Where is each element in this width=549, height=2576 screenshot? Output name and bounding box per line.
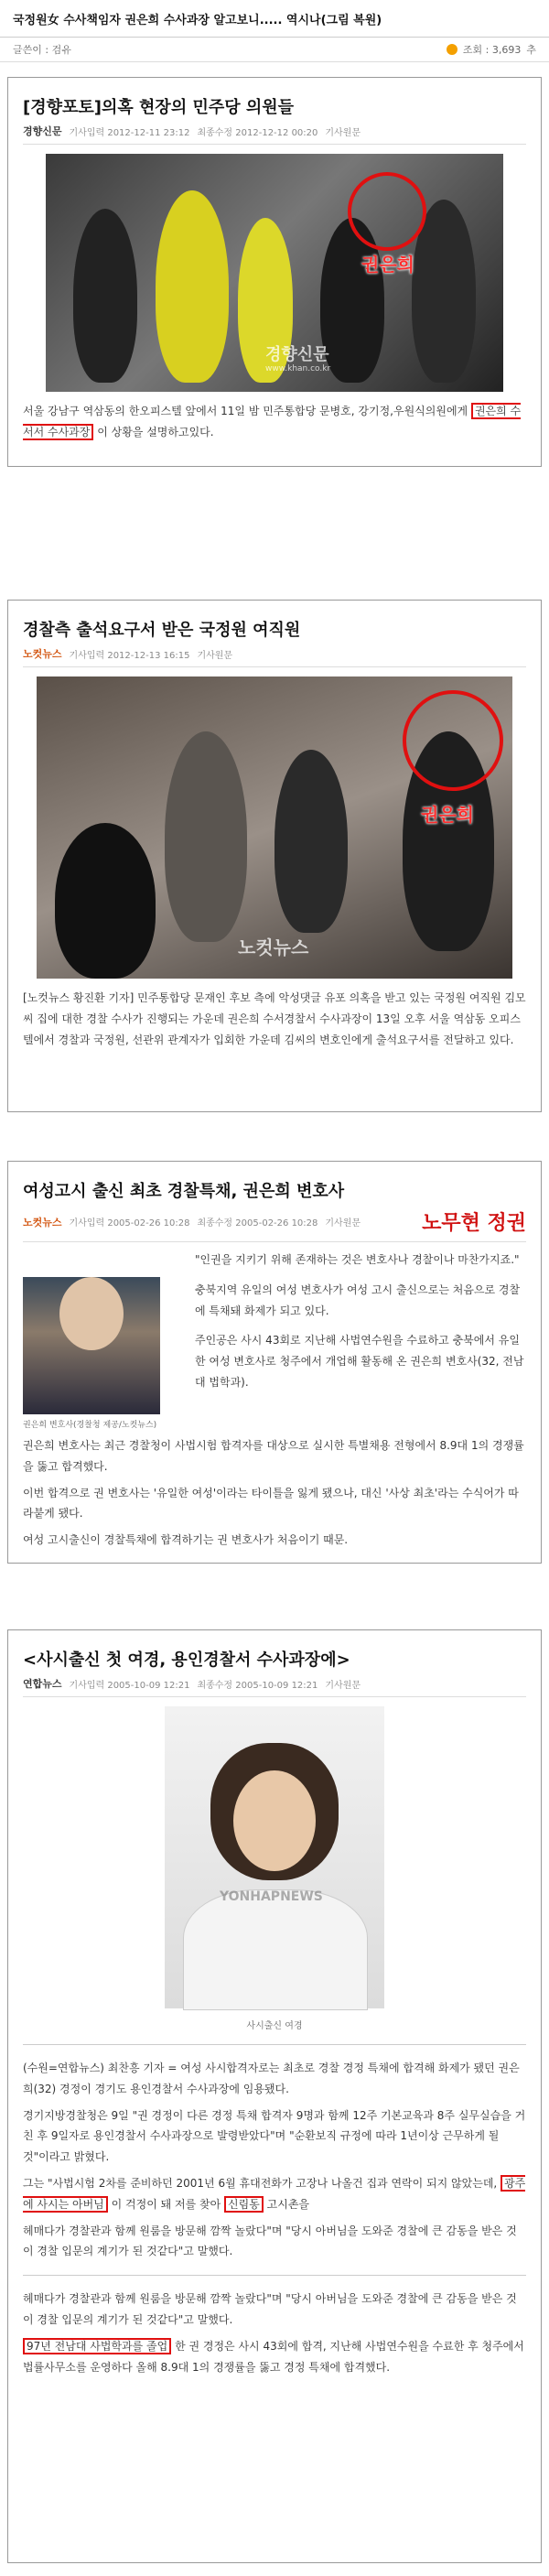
photo-watermark: 노컷뉴스	[238, 936, 309, 958]
article-4-source: 연합뉴스	[23, 1678, 62, 1690]
article-3-updated: 최종수정 2005-02-26 10:28	[197, 1218, 318, 1228]
portrait-caption: 권은희 변호사(경찰청 제공/노컷뉴스)	[23, 1421, 157, 1430]
article-card-4	[7, 1629, 542, 2563]
article-1-date: 기사입력 2012-12-11 23:12	[69, 127, 190, 138]
article-3-headline: 여성고시 출신 최초 경찰특채, 권은희 변호사	[23, 1182, 345, 1201]
p3-highlight-father: 광주에 사시는 아버님	[23, 2176, 526, 2211]
article-3-original-link[interactable]: 기사원문	[325, 1218, 361, 1228]
p3-highlight-sillim: 신림동	[224, 2196, 264, 2213]
article-4-p4-repeat: 헤매다가 경찰관과 함께 원룸을 방문해 깜짝 놀랐다"며 "당시 아버님을 도와준 경찰에 큰 감동을 받은 것이 경찰 입문의 계기가 된 것같다"고 말했다.	[23, 2292, 517, 2326]
photo-name-label: 권은희	[421, 804, 474, 826]
divider	[23, 2044, 526, 2045]
portrait-block	[23, 1250, 178, 1430]
article-4-photo	[165, 1706, 384, 2008]
p5-text: 한 권 경정은 사시 43회에 합격, 지난해 사법연수원을 수료한 후 청주에서 법률사무소를 운영하다 올해 8.9대 1의 경쟁률을 뚫고 경정 특채에 합격했다.	[23, 2339, 524, 2374]
article-3-p4: 이번 합격으로 권 변호사는 '유일한 여성'이라는 타이틀을 잃게 됐으나, 대신 '사상 최초'라는 수식어가 따라붙게 됐다.	[23, 1486, 519, 1521]
photo-watermark-url: www.khan.co.kr	[265, 364, 331, 373]
caption-text: 서울 강남구 역삼동의 한오피스텔 앞에서 11일 밤 민주통합당 문병호, 강기정,우원식의원에게	[23, 405, 468, 417]
article-1-photo	[46, 154, 503, 392]
photo-figure	[156, 190, 229, 383]
photo-figure	[274, 750, 348, 933]
article-3-date: 기사입력 2005-02-26 10:28	[69, 1218, 190, 1228]
portrait-photo	[23, 1277, 160, 1414]
photo-name-label: 권은희	[361, 254, 414, 276]
article-3-p5: 여성 고시출신이 경찰특채에 합격하기는 권 변호사가 처음이기 때문.	[23, 1533, 349, 1547]
article-4-headline: <사시출신 첫 여경, 용인경찰서 수사과장에>	[23, 1651, 350, 1670]
article-card-2	[7, 600, 542, 1112]
photo-watermark: YONHAPNEWS	[220, 1889, 323, 1904]
article-2-headline: 경찰측 출석요구서 받은 국정원 여직원	[23, 621, 301, 640]
article-4-source-line	[23, 1676, 526, 1697]
article-3-p3: 권은희 변호사는 최근 경찰청이 사법시험 합격자를 대상으로 실시한 특별채용 전형에서 8.9대 1의 경쟁률을 뚫고 합격했다.	[23, 1439, 524, 1473]
divider	[23, 2275, 526, 2276]
post-title: 국정원女 수사책임자 권은희 수사과장 알고보니..... 역시나(그림 복원)	[13, 13, 382, 27]
overlay-annotation: 노무현 정권	[422, 1212, 526, 1235]
article-2-photo	[37, 676, 512, 979]
photo-face	[233, 1770, 316, 1871]
post-author: 글쓴이 : 검유	[13, 44, 71, 56]
article-1-source: 경향신문	[23, 125, 62, 137]
photo-figure	[165, 731, 247, 942]
photo-watermark: 경향신문	[265, 345, 329, 364]
view-count: 조회 : 3,693	[462, 44, 522, 56]
article-3-source: 노컷뉴스	[23, 1216, 62, 1228]
article-1-source-line	[23, 124, 526, 145]
article-3-p2: 주인공은 사시 43회로 지난해 사법연수원을 수료하고 충북에서 유일한 여성 변호사로 청주에서 개업해 활동해 온 권은희 변호사(32, 전남대 법학과).	[195, 1334, 524, 1389]
article-2-source: 노컷뉴스	[23, 648, 62, 660]
article-2-body: [노컷뉴스 황진환 기자] 민주통합당 문재인 후보 측에 악성댓글 유포 의혹을 받고 있는 국정원 여직원 김모씨 집에 대한 경찰 수사가 진행되는 가운데 권은희 수서경찰서 수사과장이 13일 오후 서울 역삼동 오피스텔에서 경찰과 국정원, 선관위 관계자가 입회한 가운데 김씨의 변호인에게 출석요구서를 전달하고 있다.	[23, 991, 526, 1046]
p3-text: 고시촌을	[266, 2197, 310, 2211]
photo-figure	[55, 823, 156, 979]
p5-highlight-school: 97년 전남대 사법학과를 졸업	[23, 2338, 171, 2354]
article-4-date: 기사입력 2005-10-09 12:21	[69, 1680, 190, 1691]
article-2-original-link[interactable]: 기사원문	[197, 650, 233, 661]
article-3-intro	[195, 1250, 526, 1430]
article-4-p2: 경기지방경찰청은 9일 "권 경정이 다른 경정 특채 합격자 9명과 함께 12주 기본교육과 8주 실무실습을 거친 후 9일자로 용인경찰서 수사과장으로 발령받았다"며 "순환보직 규정에 따라 1년이상 근무하게 될 것"이라고 밝혔다.	[23, 2108, 526, 2164]
photo-body	[183, 1889, 368, 2010]
post-stats	[447, 42, 536, 57]
article-card-1	[7, 77, 542, 467]
article-1-updated: 최종수정 2012-12-12 00:20	[197, 127, 318, 138]
article-3-lead	[23, 1250, 526, 1430]
article-4-photo-caption: 사시출신 여경	[246, 2021, 303, 2031]
views-icon	[447, 44, 458, 55]
article-1-original-link[interactable]: 기사원문	[325, 127, 361, 138]
portrait-face	[59, 1277, 124, 1350]
article-4-original-link[interactable]: 기사원문	[325, 1680, 361, 1691]
recommend-label[interactable]: 추	[526, 44, 536, 56]
article-2-date: 기사입력 2012-12-13 16:15	[69, 650, 190, 661]
article-4-p1: (수원=연합뉴스) 최찬흥 기자 = 여성 사시합격자로는 최초로 경찰 경정 특채에 합격해 화제가 됐던 권은희(32) 경정이 경기도 용인경찰서 수사과장에 임용됐다.	[23, 2062, 520, 2095]
article-1-caption	[23, 401, 526, 443]
caption-highlight: 권은희 수서서 수사과장	[23, 405, 522, 438]
p3-text: 이 걱정이 돼 저를 찾아	[111, 2197, 221, 2211]
article-4-p3	[23, 2173, 526, 2215]
article-4-p5	[23, 2336, 526, 2378]
article-4-updated: 최종수정 2005-10-09 12:21	[197, 1680, 318, 1691]
article-card-3	[7, 1161, 542, 1564]
post-meta-bar	[0, 38, 549, 62]
highlight-circle	[403, 690, 503, 791]
article-3-source-line	[23, 1207, 526, 1242]
article-3-p1: 충북지역 유일의 여성 변호사가 여성 고시 출신으로는 처음으로 경찰에 특채돼 화제가 되고 있다.	[195, 1283, 521, 1317]
article-3-quote: "인권을 지키기 위해 존재하는 것은 변호사나 경찰이나 마찬가지죠."	[195, 1253, 520, 1266]
post-title-bar	[0, 0, 549, 38]
article-1-headline: [경향포토]의혹 현장의 민주당 의원들	[23, 98, 295, 117]
photo-figure	[73, 209, 137, 383]
highlight-circle	[348, 172, 426, 251]
p3-text: 그는 "사법시험 2차를 준비하던 2001년 6월 휴대전화가 고장나 나올건 집과 연락이 되지 않았는데,	[23, 2176, 498, 2190]
article-4-p4: 헤매다가 경찰관과 함께 원룸을 방문해 깜짝 놀랐다"며 "당시 아버님을 도와준 경찰에 큰 감동을 받은 것이 경찰 입문의 계기가 된 것같다"고 말했다.	[23, 2224, 517, 2258]
caption-text: 이 상황을 설명하고있다.	[97, 425, 214, 438]
article-2-source-line	[23, 646, 526, 667]
